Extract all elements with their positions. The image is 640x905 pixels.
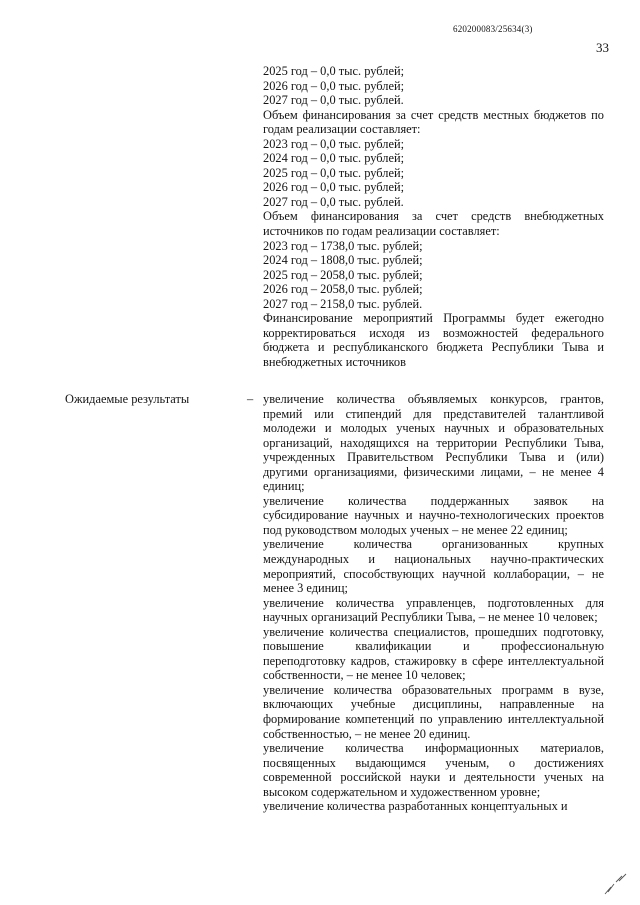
financing-note: Финансирование мероприятий Программы будет ежегодно корректироваться исходя из возможностей федерального бюджета и республиканского бюджета Республики Тыва и внебюджетных источников	[263, 311, 604, 369]
extra-year-line: 2026 год – 2058,0 тыс. рублей;	[263, 282, 423, 297]
local-year-line: 2026 год – 0,0 тыс. рублей;	[263, 180, 405, 195]
result-item: увеличение количества поддержанных заявок на субсидирование научных и научно-технологических проектов под руководством молодых ученых – не менее 22 единиц;	[263, 493, 604, 537]
result-item: увеличение количества управленцев, подготовленных для научных организаций Республики Тыва, – не менее 10 человек;	[263, 595, 604, 625]
result-item: увеличение количества образовательных программ в вузе, включающих учебные дисциплины, направленные на формирование компетенций по управлению интеллектуальной собственностью, – не менее 20 единиц.	[263, 682, 604, 741]
local-year-line: 2024 год – 0,0 тыс. рублей;	[263, 151, 405, 166]
row-dash: –	[247, 392, 254, 406]
federal-year-line: 2026 год – 0,0 тыс. рублей;	[263, 78, 405, 93]
result-item: увеличение количества объявляемых конкурсов, грантов, премий или стипендий для представителей талантливой молодежи и молодых ученых научных и образовательных организаций, находящихся на территории Республики Тыва, учрежденных Правительством Республики Тыва и (или) другими организациями, физическими лицами, – не менее 4 единиц;	[263, 392, 604, 494]
local-year-line: 2025 год – 0,0 тыс. рублей;	[263, 165, 405, 180]
handwritten-mark	[602, 872, 630, 898]
result-item: увеличение количества специалистов, прошедших подготовку, повышение квалификации и профессиональную переподготовку кадров, стажировку в сфере интеллектуальной собственности, – не менее 10 человек;	[263, 624, 604, 683]
result-item: увеличение количества разработанных концептуальных и	[263, 799, 568, 814]
page-number: 33	[596, 40, 609, 55]
extra-budget-intro: Объем финансирования за счет средств внебюджетных источников по годам реализации составляет:	[263, 209, 604, 239]
local-year-line: 2023 год – 0,0 тыс. рублей;	[263, 136, 405, 151]
local-budget-intro: Объем финансирования за счет средств местных бюджетов по годам реализации составляет:	[263, 107, 604, 137]
local-year-line: 2027 год – 0,0 тыс. рублей.	[263, 194, 404, 209]
federal-year-line: 2025 год – 0,0 тыс. рублей;	[263, 64, 405, 78]
extra-year-line: 2025 год – 2058,0 тыс. рублей;	[263, 267, 423, 282]
financing-section	[263, 64, 604, 369]
document-id: 620200083/25634(3)	[453, 24, 533, 34]
result-item: увеличение количества информационных материалов, посвященных выдающимся ученым, о достижениях современной российской науки и деятельности ученых на высоком содержательном и художественном уровне;	[263, 741, 604, 799]
expected-results-list	[263, 392, 604, 814]
result-item: увеличение количества организованных крупных международных и национальных научно-практических мероприятий, способствующих научной коллаборации, – не менее 3 единиц;	[263, 537, 604, 596]
federal-year-line: 2027 год – 0,0 тыс. рублей.	[263, 93, 404, 108]
extra-year-line: 2027 год – 2158,0 тыс. рублей.	[263, 296, 423, 311]
expected-results-label: Ожидаемые результаты	[65, 392, 190, 406]
extra-year-line: 2023 год – 1738,0 тыс. рублей;	[263, 238, 423, 253]
extra-year-line: 2024 год – 1808,0 тыс. рублей;	[263, 253, 423, 268]
